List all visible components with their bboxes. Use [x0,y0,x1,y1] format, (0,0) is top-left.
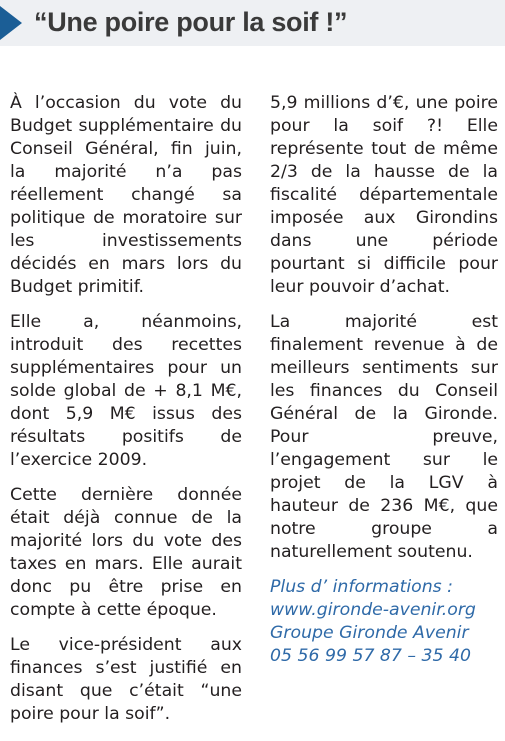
group-name: Groupe Gironde Avenir [270,623,469,643]
contact-heading: Plus d’ informations : [270,577,453,597]
website-link[interactable]: www.gironde-avenir.org [270,600,476,620]
arrow-icon [0,6,22,40]
paragraph: 5,9 millions d’€, une poire pour la soif ?! Elle représente tout de même 2/3 de la hausse de la fiscalité départementale imposée aux Girondins dans une période pourtant si difficile pour leur pouvoir d’achat. [270,93,498,297]
contact-block [270,576,498,668]
paragraph: À l’occasion du vote du Budget supplémentaire du Conseil Général, fin juin, la majorité n’a pas réellement changé sa politique de moratoire sur les investissements décidés en mars lors du Budget primitif. [10,93,242,297]
right-column [270,92,498,668]
paragraph: La majorité est finalement revenue à de meilleurs sentiments sur les finances du Conseil Général de la Gironde. Pour preuve, l’engagement sur le projet de la LGV à hauteur de 236 M€, que notre groupe a naturellement soutenu. [270,312,498,562]
paragraph: Cette dernière donnée était déjà connue de la majorité lors du vote des taxes en mars. Elle aurait donc pu être prise en compte à cette époque. [10,485,242,620]
left-column [10,92,242,726]
header-bar [0,0,505,46]
paragraph: Elle a, néanmoins, introduit des recettes supplémentaires pour un solde global de + 8,1 M€, dont 5,9 M€ issus des résultats positifs de l’exercice 2009. [10,312,242,470]
phone-number: 05 56 99 57 87 – 35 40 [270,646,472,666]
article-title: “Une poire pour la soif !” [34,7,348,37]
paragraph: Le vice-président aux finances s’est justifié en disant que c’était “une poire pour la soif”. [10,635,242,724]
